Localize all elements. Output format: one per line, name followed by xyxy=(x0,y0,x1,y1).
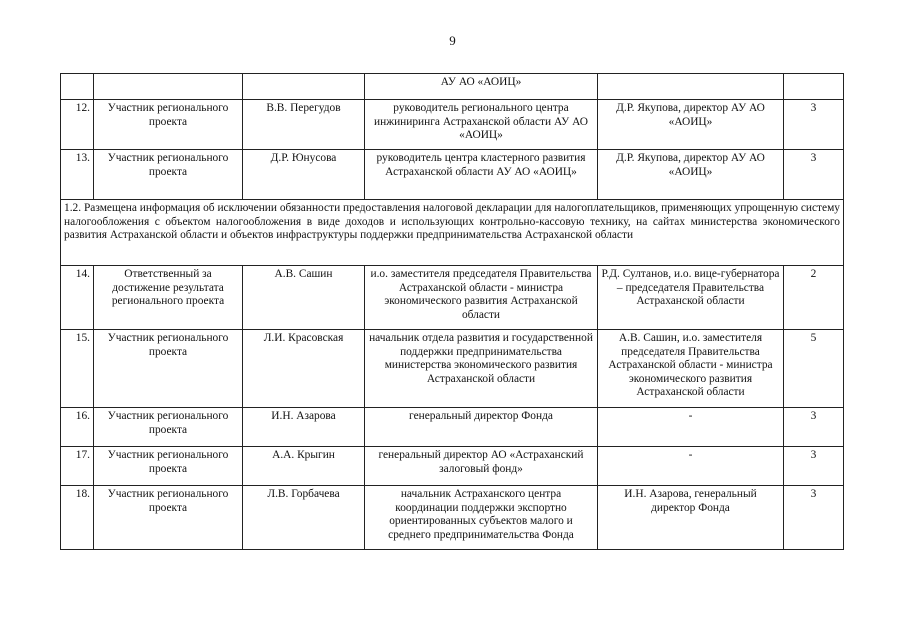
cell-position: начальник Астраханского центра координации поддержки экспортно ориентированных субъектов малого и среднего предпринимательства Фонда xyxy=(365,486,598,550)
cell-name: И.Н. Азарова xyxy=(243,408,365,447)
cell-supervisor xyxy=(598,74,784,100)
cell-num: 15. xyxy=(61,330,94,408)
cell-num: 12. xyxy=(61,100,94,150)
cell-percent: 2 xyxy=(784,266,844,330)
cell-position: генеральный директор АО «Астраханский залоговый фонд» xyxy=(365,447,598,486)
cell-num: 16. xyxy=(61,408,94,447)
table-row xyxy=(61,74,844,100)
table-row xyxy=(61,150,844,200)
cell-role: Участник регионального проекта xyxy=(94,486,243,550)
cell-name xyxy=(243,74,365,100)
cell-name: Л.И. Красовская xyxy=(243,330,365,408)
cell-supervisor: - xyxy=(598,447,784,486)
cell-supervisor: - xyxy=(598,408,784,447)
cell-position: АУ АО «АОИЦ» xyxy=(365,74,598,100)
cell-num xyxy=(61,74,94,100)
participants-table xyxy=(60,73,844,550)
cell-role: Ответственный за достижение результата регионального проекта xyxy=(94,266,243,330)
cell-percent: 3 xyxy=(784,447,844,486)
cell-percent: 3 xyxy=(784,150,844,200)
cell-supervisor: И.Н. Азарова, генеральный директор Фонда xyxy=(598,486,784,550)
table-row xyxy=(61,266,844,330)
section-row xyxy=(61,200,844,266)
table-row xyxy=(61,408,844,447)
cell-role: Участник регионального проекта xyxy=(94,100,243,150)
cell-name: А.А. Крыгин xyxy=(243,447,365,486)
cell-name: Д.Р. Юнусова xyxy=(243,150,365,200)
cell-position: и.о. заместителя председателя Правительства Астраханской области - министра экономического развития Астраханской области xyxy=(365,266,598,330)
cell-supervisor: А.В. Сашин, и.о. заместителя председателя Правительства Астраханской области - министра экономического развития Астраханской области xyxy=(598,330,784,408)
cell-percent: 3 xyxy=(784,100,844,150)
table-row xyxy=(61,330,844,408)
cell-position: руководитель центра кластерного развития Астраханской области АУ АО «АОИЦ» xyxy=(365,150,598,200)
cell-supervisor: Р.Д. Султанов, и.о. вице-губернатора – председателя Правительства Астраханской области xyxy=(598,266,784,330)
cell-percent: 3 xyxy=(784,486,844,550)
cell-name: А.В. Сашин xyxy=(243,266,365,330)
cell-role xyxy=(94,74,243,100)
cell-percent: 5 xyxy=(784,330,844,408)
cell-position: начальник отдела развития и государственной поддержки предпринимательства министерства экономического развития Астраханской области xyxy=(365,330,598,408)
cell-role: Участник регионального проекта xyxy=(94,150,243,200)
cell-num: 13. xyxy=(61,150,94,200)
table-row xyxy=(61,100,844,150)
cell-percent: 3 xyxy=(784,408,844,447)
cell-num: 17. xyxy=(61,447,94,486)
cell-role: Участник регионального проекта xyxy=(94,330,243,408)
table-row xyxy=(61,486,844,550)
cell-supervisor: Д.Р. Якупова, директор АУ АО «АОИЦ» xyxy=(598,150,784,200)
cell-num: 14. xyxy=(61,266,94,330)
cell-position: генеральный директор Фонда xyxy=(365,408,598,447)
cell-name: В.В. Перегудов xyxy=(243,100,365,150)
cell-percent xyxy=(784,74,844,100)
cell-name: Л.В. Горбачева xyxy=(243,486,365,550)
cell-role: Участник регионального проекта xyxy=(94,408,243,447)
cell-position: руководитель регионального центра инжиниринга Астраханской области АУ АО «АОИЦ» xyxy=(365,100,598,150)
cell-num: 18. xyxy=(61,486,94,550)
page-number: 9 xyxy=(449,33,456,48)
section-heading: 1.2. Размещена информация об исключении обязанности предоставления налоговой декларации для налогоплательщиков, применяющих упрощенную систему налогообложения с объектом налогообложения в виде доходов и использующих контрольно-кассовую технику, на сайтах министерства экономического развития Астраханской области и объектов инфраструктуры поддержки предпринимательства Астраханской области xyxy=(61,200,844,266)
table-row xyxy=(61,447,844,486)
cell-role: Участник регионального проекта xyxy=(94,447,243,486)
cell-supervisor: Д.Р. Якупова, директор АУ АО «АОИЦ» xyxy=(598,100,784,150)
